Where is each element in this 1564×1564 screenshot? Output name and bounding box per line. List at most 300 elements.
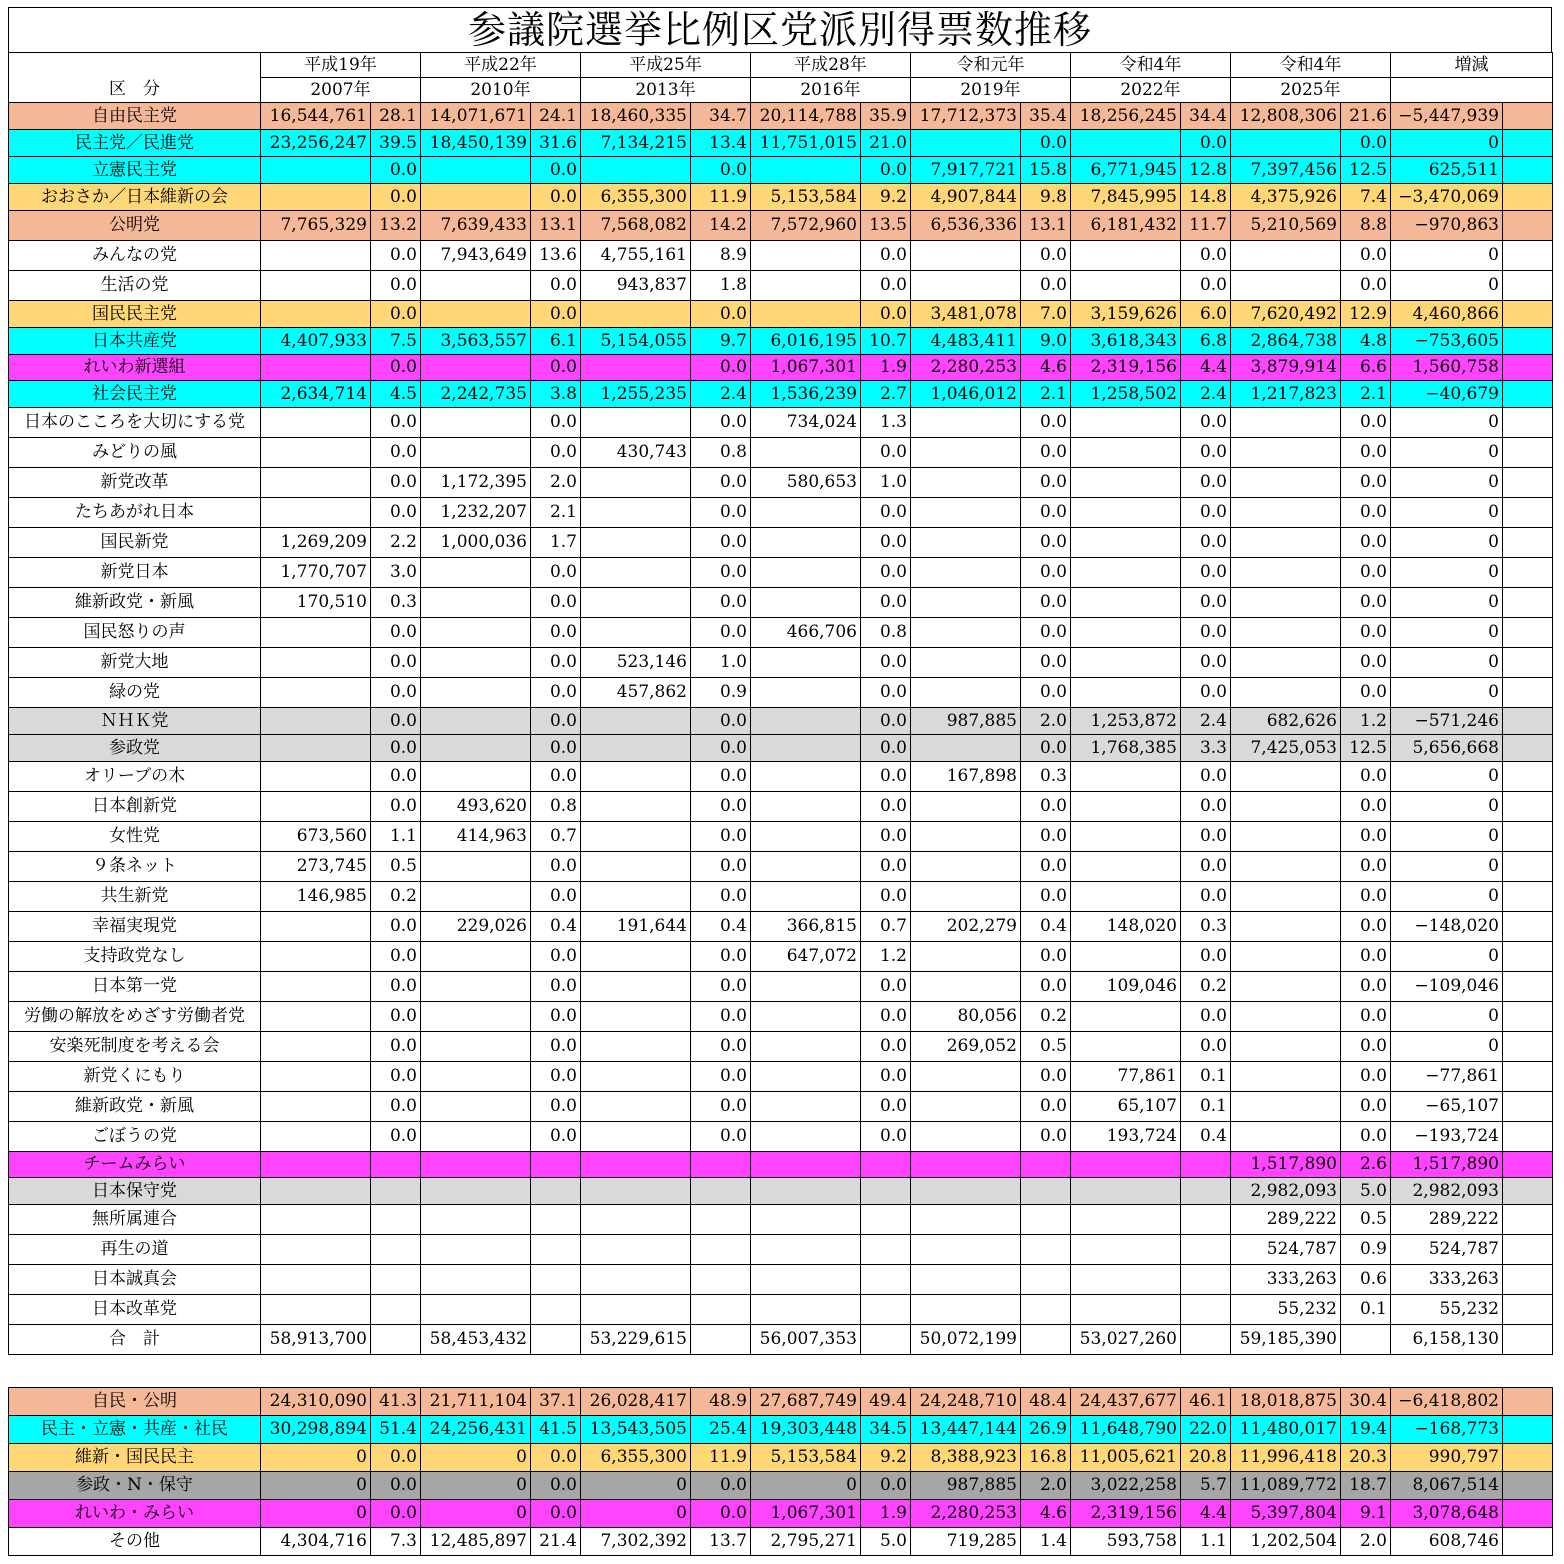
vote-count — [581, 157, 691, 184]
vote-count — [261, 735, 371, 762]
vote-count — [911, 588, 1021, 618]
vote-count: 4,304,716 — [261, 1528, 371, 1556]
vote-count — [421, 438, 531, 468]
party-name: 維新・国民民主 — [9, 1444, 261, 1472]
vote-share — [531, 1325, 581, 1355]
vote-share: 0.2 — [371, 882, 421, 912]
vote-count — [911, 882, 1021, 912]
vote-share: 0.0 — [691, 735, 751, 762]
party-name: 日本誠真会 — [9, 1265, 261, 1295]
vote-share — [1021, 1325, 1071, 1355]
vote-count — [751, 1092, 861, 1122]
vote-share: 0.0 — [371, 912, 421, 942]
vote-share: 0.0 — [1021, 408, 1071, 438]
vote-share: 0.0 — [1341, 130, 1391, 157]
vote-count — [261, 648, 371, 678]
vote-share: 9.2 — [861, 1444, 911, 1472]
party-name: 新党大地 — [9, 648, 261, 678]
vote-share: 9.0 — [1021, 328, 1071, 355]
vote-count — [581, 498, 691, 528]
vote-share: 21.0 — [861, 130, 911, 157]
vote-count — [1071, 792, 1181, 822]
vote-count: 719,285 — [911, 1528, 1021, 1556]
vote-count: 4,407,933 — [261, 328, 371, 355]
vote-share: 0.0 — [1341, 762, 1391, 792]
trailing-cell — [1503, 648, 1553, 678]
vote-count: 55,232 — [1231, 1295, 1341, 1325]
vote-count — [911, 735, 1021, 762]
vote-count — [751, 1122, 861, 1152]
vote-share: 1.1 — [1181, 1528, 1231, 1556]
change-value: 333,263 — [1391, 1265, 1503, 1295]
vote-count — [421, 648, 531, 678]
vote-share: 3.0 — [371, 558, 421, 588]
party-name: みんなの党 — [9, 241, 261, 271]
vote-share: 0.0 — [1181, 792, 1231, 822]
vote-count — [1231, 468, 1341, 498]
summary-row — [9, 1388, 1553, 1416]
change-value: 608,746 — [1391, 1528, 1503, 1556]
vote-count: 3,879,914 — [1231, 355, 1341, 381]
vote-count: 13,447,144 — [911, 1416, 1021, 1444]
table-row — [9, 852, 1553, 882]
table-row — [9, 558, 1553, 588]
vote-share: 7.4 — [1341, 184, 1391, 211]
party-name: チームみらい — [9, 1152, 261, 1178]
vote-share: 0.5 — [1021, 1032, 1071, 1062]
table-row — [9, 1325, 1553, 1355]
vote-share: 0.7 — [531, 822, 581, 852]
vote-count: 20,114,788 — [751, 103, 861, 130]
vote-share: 0.0 — [531, 1500, 581, 1528]
table-row — [9, 211, 1553, 241]
vote-share: 0.0 — [1341, 498, 1391, 528]
vote-share: 0.5 — [371, 852, 421, 882]
vote-count: 27,687,749 — [751, 1388, 861, 1416]
party-name: ＮＨＫ党 — [9, 708, 261, 735]
change-value: −3,470,069 — [1391, 184, 1503, 211]
trailing-cell — [1503, 301, 1553, 328]
trailing-cell — [1503, 1205, 1553, 1235]
vote-count: 18,450,139 — [421, 130, 531, 157]
vote-share — [861, 1295, 911, 1325]
trailing-cell — [1503, 678, 1553, 708]
vote-share: 0.0 — [861, 735, 911, 762]
vote-count — [261, 912, 371, 942]
year-header: 2019年 — [911, 78, 1071, 103]
vote-share: 0.0 — [371, 972, 421, 1002]
vote-share — [531, 1235, 581, 1265]
table-row — [9, 498, 1553, 528]
vote-share: 0.0 — [531, 588, 581, 618]
vote-share — [861, 1235, 911, 1265]
vote-share: 28.1 — [371, 103, 421, 130]
party-name: 幸福実現党 — [9, 912, 261, 942]
vote-share: 0.0 — [371, 1092, 421, 1122]
vote-count — [1071, 1235, 1181, 1265]
vote-count — [261, 157, 371, 184]
vote-share: 0.0 — [1181, 241, 1231, 271]
vote-share: 0.0 — [861, 762, 911, 792]
vote-share: 37.1 — [531, 1388, 581, 1416]
vote-count: 1,067,301 — [751, 355, 861, 381]
vote-count — [581, 301, 691, 328]
vote-share: 0.0 — [691, 792, 751, 822]
vote-share: 0.0 — [1181, 528, 1231, 558]
vote-count — [751, 498, 861, 528]
party-name: 安楽死制度を考える会 — [9, 1032, 261, 1062]
vote-share: 30.4 — [1341, 1388, 1391, 1416]
vote-share: 0.0 — [371, 942, 421, 972]
vote-count: 109,046 — [1071, 972, 1181, 1002]
vote-share: 0.8 — [531, 792, 581, 822]
era-header: 令和4年 — [1231, 53, 1391, 78]
change-value: 0 — [1391, 822, 1503, 852]
vote-share: 0.0 — [1021, 792, 1071, 822]
vote-share: 11.9 — [691, 1444, 751, 1472]
change-value: −65,107 — [1391, 1092, 1503, 1122]
vote-share: 0.0 — [691, 301, 751, 328]
vote-share: 0.1 — [1181, 1062, 1231, 1092]
vote-count — [1071, 438, 1181, 468]
vote-share: 0.0 — [531, 1062, 581, 1092]
vote-count — [751, 762, 861, 792]
vote-count: 65,107 — [1071, 1092, 1181, 1122]
vote-share — [1341, 1325, 1391, 1355]
party-name: みどりの風 — [9, 438, 261, 468]
vote-count — [1231, 852, 1341, 882]
change-value: −5,447,939 — [1391, 103, 1503, 130]
era-header: 平成22年 — [421, 53, 581, 78]
vote-count: 167,898 — [911, 762, 1021, 792]
vote-count — [911, 1265, 1021, 1295]
vote-count — [261, 792, 371, 822]
trailing-cell — [1503, 241, 1553, 271]
vote-count — [751, 1002, 861, 1032]
trailing-cell — [1503, 1002, 1553, 1032]
vote-share: 0.0 — [371, 438, 421, 468]
table-row — [9, 708, 1553, 735]
vote-share: 0.0 — [1341, 241, 1391, 271]
vote-count — [911, 438, 1021, 468]
vote-count: 3,618,343 — [1071, 328, 1181, 355]
vote-count: 0 — [261, 1444, 371, 1472]
vote-share: 1.0 — [691, 648, 751, 678]
trailing-cell — [1503, 1416, 1553, 1444]
vote-share: 18.7 — [1341, 1472, 1391, 1500]
vote-count: 12,485,897 — [421, 1528, 531, 1556]
era-header: 平成19年 — [261, 53, 421, 78]
vote-count: 50,072,199 — [911, 1325, 1021, 1355]
summary-row — [9, 1500, 1553, 1528]
vote-count: 24,437,677 — [1071, 1388, 1181, 1416]
change-value: 625,511 — [1391, 157, 1503, 184]
vote-share: 8.8 — [1341, 211, 1391, 241]
vote-share — [691, 1325, 751, 1355]
party-name: たちあがれ日本 — [9, 498, 261, 528]
vote-count — [1231, 618, 1341, 648]
vote-count — [261, 762, 371, 792]
vote-share: 0.0 — [861, 498, 911, 528]
vote-share: 2.4 — [1181, 708, 1231, 735]
party-name: 無所属連合 — [9, 1205, 261, 1235]
vote-count: 5,397,804 — [1231, 1500, 1341, 1528]
change-value: 0 — [1391, 1032, 1503, 1062]
vote-share: 6.6 — [1341, 355, 1391, 381]
vote-count — [261, 1235, 371, 1265]
table-row — [9, 328, 1553, 355]
vote-count — [751, 1265, 861, 1295]
vote-share: 2.1 — [531, 498, 581, 528]
vote-count — [911, 618, 1021, 648]
vote-count — [581, 972, 691, 1002]
vote-share: 0.4 — [531, 912, 581, 942]
vote-count — [1231, 438, 1341, 468]
vote-share: 0.0 — [531, 271, 581, 301]
change-value: 524,787 — [1391, 1235, 1503, 1265]
vote-count: 734,024 — [751, 408, 861, 438]
vote-count — [261, 618, 371, 648]
trailing-cell — [1503, 1178, 1553, 1205]
trailing-cell — [1503, 882, 1553, 912]
vote-share: 0.0 — [371, 762, 421, 792]
vote-share: 19.4 — [1341, 1416, 1391, 1444]
trailing-cell — [1503, 1265, 1553, 1295]
vote-share: 1.1 — [371, 822, 421, 852]
vote-share: 0.0 — [691, 588, 751, 618]
vote-share: 0.0 — [1181, 852, 1231, 882]
vote-share: 0.0 — [531, 708, 581, 735]
table-row — [9, 1122, 1553, 1152]
vote-share: 0.3 — [371, 588, 421, 618]
vote-share: 0.0 — [691, 1500, 751, 1528]
vote-share: 0.0 — [1181, 588, 1231, 618]
vote-count — [261, 678, 371, 708]
party-name: 参政・N・保守 — [9, 1472, 261, 1500]
vote-share: 0.0 — [691, 1002, 751, 1032]
vote-count: 7,943,649 — [421, 241, 531, 271]
vote-count: 4,755,161 — [581, 241, 691, 271]
vote-share: 3.3 — [1181, 735, 1231, 762]
vote-share: 0.0 — [1021, 1062, 1071, 1092]
vote-share: 4.8 — [1341, 328, 1391, 355]
vote-count — [581, 1092, 691, 1122]
vote-share: 6.8 — [1181, 328, 1231, 355]
vote-count — [911, 1062, 1021, 1092]
table-row — [9, 528, 1553, 558]
vote-share: 35.4 — [1021, 103, 1071, 130]
vote-share: 0.0 — [691, 1092, 751, 1122]
vote-count — [581, 882, 691, 912]
vote-count: 6,181,432 — [1071, 211, 1181, 241]
party-name: 参政党 — [9, 735, 261, 762]
vote-share: 34.7 — [691, 103, 751, 130]
vote-count — [751, 1178, 861, 1205]
vote-share: 0.0 — [1181, 438, 1231, 468]
trailing-cell — [1503, 912, 1553, 942]
year-header: 2022年 — [1071, 78, 1231, 103]
vote-count: 7,425,053 — [1231, 735, 1341, 762]
vote-share: 7.0 — [1021, 301, 1071, 328]
vote-share: 0.0 — [1341, 558, 1391, 588]
vote-count: 0 — [751, 1472, 861, 1500]
vote-count: 580,653 — [751, 468, 861, 498]
vote-share: 0.0 — [861, 271, 911, 301]
vote-count: 7,397,456 — [1231, 157, 1341, 184]
table-row — [9, 1295, 1553, 1325]
vote-count: 466,706 — [751, 618, 861, 648]
vote-count: 3,563,557 — [421, 328, 531, 355]
change-value: 0 — [1391, 678, 1503, 708]
trailing-cell — [1503, 103, 1553, 130]
vote-share: 0.0 — [1021, 882, 1071, 912]
vote-share: 0.0 — [371, 1500, 421, 1528]
summary-row — [9, 1528, 1553, 1556]
vote-share — [1181, 1235, 1231, 1265]
vote-share: 1.0 — [861, 468, 911, 498]
vote-count: 7,134,215 — [581, 130, 691, 157]
vote-count: 1,517,890 — [1231, 1152, 1341, 1178]
vote-count — [751, 882, 861, 912]
vote-count: 5,153,584 — [751, 184, 861, 211]
vote-share — [691, 1152, 751, 1178]
vote-count — [261, 184, 371, 211]
vote-count: 58,913,700 — [261, 1325, 371, 1355]
table-row — [9, 438, 1553, 468]
trailing-cell — [1503, 1092, 1553, 1122]
vote-share: 0.0 — [371, 1002, 421, 1032]
vote-count — [1231, 408, 1341, 438]
trailing-cell — [1503, 735, 1553, 762]
vote-share: 0.0 — [691, 762, 751, 792]
vote-count: 1,067,301 — [751, 1500, 861, 1528]
party-name: 新党改革 — [9, 468, 261, 498]
vote-count — [751, 708, 861, 735]
vote-share: 0.0 — [691, 498, 751, 528]
vote-share — [531, 1152, 581, 1178]
change-value: 3,078,648 — [1391, 1500, 1503, 1528]
vote-count: 1,217,823 — [1231, 381, 1341, 408]
vote-count — [581, 852, 691, 882]
vote-share: 0.4 — [1181, 1122, 1231, 1152]
vote-share: 0.0 — [1021, 588, 1071, 618]
vote-share: 0.0 — [1341, 912, 1391, 942]
change-value: 55,232 — [1391, 1295, 1503, 1325]
change-value: −6,418,802 — [1391, 1388, 1503, 1416]
vote-share: 0.0 — [691, 558, 751, 588]
vote-share: 25.4 — [691, 1416, 751, 1444]
vote-share — [861, 1265, 911, 1295]
vote-share: 0.0 — [371, 678, 421, 708]
vote-share: 0.9 — [691, 678, 751, 708]
vote-count: 12,808,306 — [1231, 103, 1341, 130]
vote-count — [1231, 822, 1341, 852]
vote-count — [1231, 241, 1341, 271]
trailing-cell — [1503, 438, 1553, 468]
trailing-cell — [1503, 157, 1553, 184]
vote-share — [1181, 1152, 1231, 1178]
vote-share: 16.8 — [1021, 1444, 1071, 1472]
vote-share: 0.0 — [861, 1032, 911, 1062]
vote-count: 1,536,239 — [751, 381, 861, 408]
vote-count — [261, 1002, 371, 1032]
table-row — [9, 103, 1553, 130]
vote-share: 5.0 — [1341, 1178, 1391, 1205]
change-value: −109,046 — [1391, 972, 1503, 1002]
vote-share — [861, 1325, 911, 1355]
party-name: 国民民主党 — [9, 301, 261, 328]
vote-share: 0.0 — [861, 588, 911, 618]
vote-share: 0.0 — [1341, 1002, 1391, 1032]
vote-count — [421, 972, 531, 1002]
vote-count — [581, 1178, 691, 1205]
party-name: 共生新党 — [9, 882, 261, 912]
vote-count: 2,319,156 — [1071, 1500, 1181, 1528]
vote-count — [751, 648, 861, 678]
change-value: 0 — [1391, 882, 1503, 912]
vote-count: 16,544,761 — [261, 103, 371, 130]
vote-count — [421, 588, 531, 618]
vote-count: 1,269,209 — [261, 528, 371, 558]
vote-share: 0.0 — [1181, 942, 1231, 972]
vote-share — [1021, 1295, 1071, 1325]
vote-share: 0.0 — [531, 1092, 581, 1122]
vote-share: 0.0 — [1021, 648, 1071, 678]
vote-share: 0.0 — [1341, 438, 1391, 468]
trailing-cell — [1503, 1152, 1553, 1178]
vote-share: 9.1 — [1341, 1500, 1391, 1528]
trailing-cell — [1503, 1528, 1553, 1556]
vote-share — [861, 1178, 911, 1205]
trailing-cell — [1503, 408, 1553, 438]
trailing-cell — [1503, 822, 1553, 852]
vote-share: 0.0 — [861, 972, 911, 1002]
vote-count — [1231, 1002, 1341, 1032]
vote-share: 0.0 — [691, 1472, 751, 1500]
vote-share: 0.1 — [1341, 1295, 1391, 1325]
vote-share — [531, 1178, 581, 1205]
vote-share: 0.0 — [371, 408, 421, 438]
change-value: 0 — [1391, 271, 1503, 301]
vote-share — [531, 1205, 581, 1235]
party-name: 緑の党 — [9, 678, 261, 708]
vote-share: 0.0 — [861, 301, 911, 328]
vote-share: 0.0 — [1181, 130, 1231, 157]
year-header: 2016年 — [751, 78, 911, 103]
vote-count — [421, 942, 531, 972]
vote-count: 0 — [261, 1500, 371, 1528]
vote-count — [421, 882, 531, 912]
trailing-cell — [1503, 1500, 1553, 1528]
vote-count: 2,982,093 — [1231, 1178, 1341, 1205]
vote-share: 9.8 — [1021, 184, 1071, 211]
vote-count — [1231, 1062, 1341, 1092]
vote-count — [1071, 528, 1181, 558]
vote-share: 0.0 — [531, 942, 581, 972]
vote-share: 1.2 — [1341, 708, 1391, 735]
party-name: 女性党 — [9, 822, 261, 852]
vote-share: 0.0 — [691, 852, 751, 882]
vote-share: 2.0 — [1021, 708, 1071, 735]
vote-count — [1071, 1002, 1181, 1032]
vote-count: 24,248,710 — [911, 1388, 1021, 1416]
table-row — [9, 1178, 1553, 1205]
table-row — [9, 912, 1553, 942]
category-header-top — [9, 53, 261, 78]
vote-count — [751, 157, 861, 184]
party-name: 自民・公明 — [9, 1388, 261, 1416]
vote-share: 0.0 — [861, 1002, 911, 1032]
